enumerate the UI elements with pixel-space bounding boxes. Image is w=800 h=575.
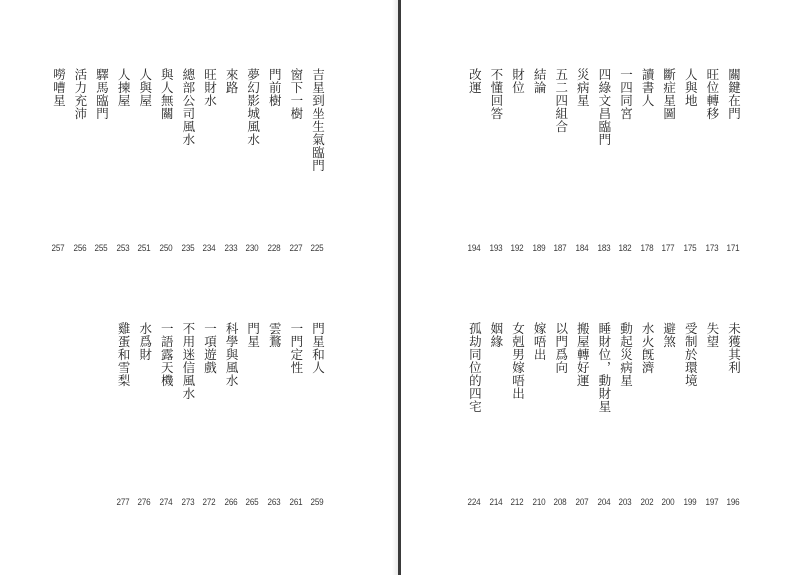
toc-entry-page-number <box>726 243 741 254</box>
toc-entry-title: 讀書人 <box>640 68 656 107</box>
toc-entry <box>242 68 264 264</box>
page-number-text: 178 <box>640 243 654 254</box>
toc-entry-title: 科學與風水 <box>224 322 240 387</box>
toc-entry-page-number <box>726 497 741 508</box>
toc-entry <box>220 322 242 518</box>
toc-entry-page-number <box>488 497 503 508</box>
toc-entry <box>306 68 328 264</box>
toc-entry-page-number <box>72 243 87 254</box>
toc-entry <box>112 68 134 264</box>
toc-entry-page-number <box>596 243 611 254</box>
page-number-text: 192 <box>510 243 524 254</box>
toc-entry-title: 活力充沛 <box>72 68 88 120</box>
page-number-text: 173 <box>705 243 719 254</box>
toc-entry <box>679 322 701 518</box>
page-number-text: 230 <box>245 243 259 254</box>
toc-entry <box>701 322 723 518</box>
page-number-text: 277 <box>116 497 130 508</box>
toc-entry-title: 與人無關 <box>159 68 175 120</box>
toc-entry-title: 窗下一樹 <box>288 68 304 120</box>
page-number-text: 193 <box>489 243 503 254</box>
page-number-text: 224 <box>467 497 481 508</box>
toc-entry-title: 水火旣濟 <box>640 322 656 374</box>
toc-entry-page-number <box>639 497 654 508</box>
page-number-text: 171 <box>726 243 740 254</box>
page-number-text: 235 <box>181 243 195 254</box>
toc-entry-page-number <box>202 497 217 508</box>
toc-entry-page-number <box>574 243 589 254</box>
toc-entry-title: 旺財水 <box>202 68 218 107</box>
page-number-text: 265 <box>245 497 259 508</box>
page-number-text: 208 <box>553 497 567 508</box>
toc-entry-title: 姻緣 <box>488 322 504 348</box>
toc-entry-page-number <box>618 243 633 254</box>
toc-entry <box>112 322 134 518</box>
toc-entry-title: 嘮嘈星 <box>51 68 67 107</box>
toc-entry-page-number <box>704 243 719 254</box>
page-number-text: 184 <box>575 243 589 254</box>
toc-entry <box>528 322 550 518</box>
toc-entry-page-number <box>245 243 260 254</box>
toc-entry <box>463 68 485 264</box>
toc-entry-title: 改運 <box>467 68 483 94</box>
toc-entry-title: 吉星到坐生氣臨門 <box>310 68 326 172</box>
toc-entry <box>47 68 69 264</box>
toc-entry <box>69 68 91 264</box>
toc-entry-page-number <box>682 243 697 254</box>
toc-entry-title: 避煞 <box>661 322 677 348</box>
toc-entry-title: 搬屋轉好運 <box>575 322 591 387</box>
toc-entry-page-number <box>115 243 130 254</box>
toc-entry-page-number <box>466 497 481 508</box>
toc-entry <box>550 322 572 518</box>
left-page <box>0 0 398 575</box>
page-number-text: 225 <box>310 243 324 254</box>
toc-entry-title: 旺位轉移 <box>704 68 720 120</box>
toc-entry-page-number <box>180 243 195 254</box>
toc-entry <box>306 322 328 518</box>
toc-entry <box>155 322 177 518</box>
toc-entry-page-number <box>180 497 195 508</box>
page-number-text: 200 <box>661 497 675 508</box>
toc-entry-page-number <box>310 243 325 254</box>
toc-entry <box>198 322 220 518</box>
toc-entry-title: 結論 <box>532 68 548 94</box>
page-number-text: 214 <box>489 497 503 508</box>
toc-entry-page-number <box>639 243 654 254</box>
toc-entry-title: 五二四組合 <box>553 68 569 133</box>
toc-entry-page-number <box>682 497 697 508</box>
page-number-text: 255 <box>94 243 108 254</box>
toc-entry-page-number <box>50 243 65 254</box>
toc-entry-page-number <box>202 243 217 254</box>
toc-entry <box>571 68 593 264</box>
page-number-text: 266 <box>224 497 238 508</box>
toc-entry-title: 失望 <box>704 322 720 348</box>
page-number-text: 276 <box>137 497 151 508</box>
toc-entry-title: 災病星 <box>575 68 591 107</box>
page-number-text: 251 <box>137 243 151 254</box>
toc-entry-title: 不用迷信風水 <box>180 322 196 400</box>
toc-column-lower <box>463 322 744 518</box>
toc-entry <box>220 68 242 264</box>
toc-entry-title: 水爲財 <box>137 322 153 361</box>
page-number-text: 256 <box>73 243 87 254</box>
toc-entry-title: 人與屋 <box>137 68 153 107</box>
toc-entry-page-number <box>510 497 525 508</box>
page-number-text: 228 <box>267 243 281 254</box>
toc-entry-page-number <box>531 243 546 254</box>
page-number-text: 197 <box>705 497 719 508</box>
page-number-text: 233 <box>224 243 238 254</box>
toc-entry-page-number <box>158 243 173 254</box>
toc-entry-page-number <box>115 497 130 508</box>
toc-entry-title: 財位 <box>510 68 526 94</box>
toc-entry-page-number <box>618 497 633 508</box>
toc-entry-page-number <box>531 497 546 508</box>
page-number-text: 189 <box>532 243 546 254</box>
page-number-text: 210 <box>532 497 546 508</box>
right-page <box>402 0 800 575</box>
toc-entry-page-number <box>266 497 281 508</box>
toc-entry-title: 不懂回答 <box>488 68 504 120</box>
toc-entry <box>263 68 285 264</box>
page-number-text: 204 <box>597 497 611 508</box>
page-number-text: 182 <box>618 243 632 254</box>
toc-column-upper <box>463 68 744 264</box>
toc-entry-title: 門星和人 <box>310 322 326 374</box>
page-number-text: 274 <box>159 497 173 508</box>
toc-entry-title: 人揀屋 <box>116 68 132 107</box>
toc-entry <box>263 322 285 518</box>
page-number-text: 250 <box>159 243 173 254</box>
toc-entry <box>506 68 528 264</box>
toc-entry-page-number <box>510 243 525 254</box>
page-number-text: 177 <box>661 243 675 254</box>
toc-entry-title: 驛馬臨門 <box>94 68 110 120</box>
page-number-text: 175 <box>683 243 697 254</box>
toc-entry <box>550 68 572 264</box>
toc-entry <box>506 322 528 518</box>
toc-entry-page-number <box>288 243 303 254</box>
toc-entry-page-number <box>245 497 260 508</box>
toc-entry-page-number <box>158 497 173 508</box>
page-number-text: 199 <box>683 497 697 508</box>
toc-entry <box>614 322 636 518</box>
toc-entry-title: 門星 <box>245 322 261 348</box>
toc-entry-page-number <box>266 243 281 254</box>
book-spine <box>398 0 401 575</box>
toc-entry-title: 女剋男嫁唔出 <box>510 322 526 400</box>
page-number-text: 203 <box>618 497 632 508</box>
toc-entry <box>242 322 264 518</box>
toc-entry-title: 一四同宮 <box>618 68 634 120</box>
page-number-text: 194 <box>467 243 481 254</box>
page-number-text: 212 <box>510 497 524 508</box>
toc-entry-page-number <box>553 243 568 254</box>
toc-entry <box>614 68 636 264</box>
toc-entry-page-number <box>137 497 152 508</box>
toc-entry-title: 孤劫同位的四宅 <box>467 322 483 413</box>
toc-entry <box>636 68 658 264</box>
toc-entry-title: 來路 <box>224 68 240 94</box>
page-number-text: 202 <box>640 497 654 508</box>
toc-entry <box>177 322 199 518</box>
toc-entry-title: 受制於環境 <box>683 322 699 387</box>
toc-entry-title: 總部公司風水 <box>180 68 196 146</box>
toc-entry <box>90 68 112 264</box>
toc-entry-page-number <box>574 497 589 508</box>
page-number-text: 259 <box>310 497 324 508</box>
toc-entry <box>722 322 744 518</box>
toc-column-upper <box>47 68 328 264</box>
toc-column-lower <box>112 322 328 518</box>
toc-entry <box>155 68 177 264</box>
toc-entry-title: 關鍵在門 <box>726 68 742 120</box>
page-number-text: 253 <box>116 243 130 254</box>
toc-entry-title: 一項遊戲 <box>202 322 218 374</box>
page-number-text: 257 <box>51 243 65 254</box>
toc-entry <box>593 68 615 264</box>
toc-entry <box>571 322 593 518</box>
page-number-text: 272 <box>202 497 216 508</box>
page-number-text: 234 <box>202 243 216 254</box>
toc-entry-title: 四綠文昌臨門 <box>596 68 612 146</box>
toc-entry-page-number <box>137 243 152 254</box>
toc-entry-title: 雞蛋和雪梨 <box>116 322 132 387</box>
toc-entry-page-number <box>288 497 303 508</box>
toc-entry-page-number <box>704 497 719 508</box>
page-number-text: 207 <box>575 497 589 508</box>
toc-entry <box>722 68 744 264</box>
toc-entry-page-number <box>466 243 481 254</box>
toc-entry-title: 斷症星圖 <box>661 68 677 120</box>
toc-entry-title: 人與地 <box>683 68 699 107</box>
toc-entry-title: 一門定性 <box>288 322 304 374</box>
toc-entry <box>463 322 485 518</box>
toc-entry <box>285 322 307 518</box>
toc-entry <box>593 322 615 518</box>
toc-entry-page-number <box>223 497 238 508</box>
toc-entry-page-number <box>488 243 503 254</box>
toc-entry <box>485 68 507 264</box>
toc-entry-title: 雲鶩 <box>267 322 283 348</box>
toc-entry-title: 門前樹 <box>267 68 283 107</box>
toc-entry-page-number <box>661 243 676 254</box>
page-number-text: 261 <box>289 497 303 508</box>
toc-entry-title: 以門爲向 <box>553 322 569 374</box>
toc-entry <box>528 68 550 264</box>
toc-entry <box>134 68 156 264</box>
toc-entry <box>285 68 307 264</box>
page-number-text: 183 <box>597 243 611 254</box>
toc-entry-title: 嫁唔出 <box>532 322 548 361</box>
toc-entry <box>658 322 680 518</box>
toc-entry <box>177 68 199 264</box>
toc-entry <box>701 68 723 264</box>
toc-entry <box>658 68 680 264</box>
toc-entry-title: 睡財位，動財星 <box>596 322 612 413</box>
toc-entry <box>485 322 507 518</box>
toc-entry-page-number <box>310 497 325 508</box>
toc-entry <box>134 322 156 518</box>
toc-entry <box>636 322 658 518</box>
toc-entry-page-number <box>661 497 676 508</box>
toc-entry-page-number <box>94 243 109 254</box>
page-number-text: 187 <box>553 243 567 254</box>
toc-entry-title: 動起災病星 <box>618 322 634 387</box>
page-number-text: 273 <box>181 497 195 508</box>
page-number-text: 196 <box>726 497 740 508</box>
toc-entry-title: 一語露天機 <box>159 322 175 387</box>
toc-entry-page-number <box>553 497 568 508</box>
toc-entry-title: 未獲其利 <box>726 322 742 374</box>
page-number-text: 263 <box>267 497 281 508</box>
toc-entry <box>679 68 701 264</box>
toc-entry-page-number <box>223 243 238 254</box>
toc-entry-title: 夢幻影城風水 <box>245 68 261 146</box>
page-number-text: 227 <box>289 243 303 254</box>
toc-entry <box>198 68 220 264</box>
toc-entry-page-number <box>596 497 611 508</box>
